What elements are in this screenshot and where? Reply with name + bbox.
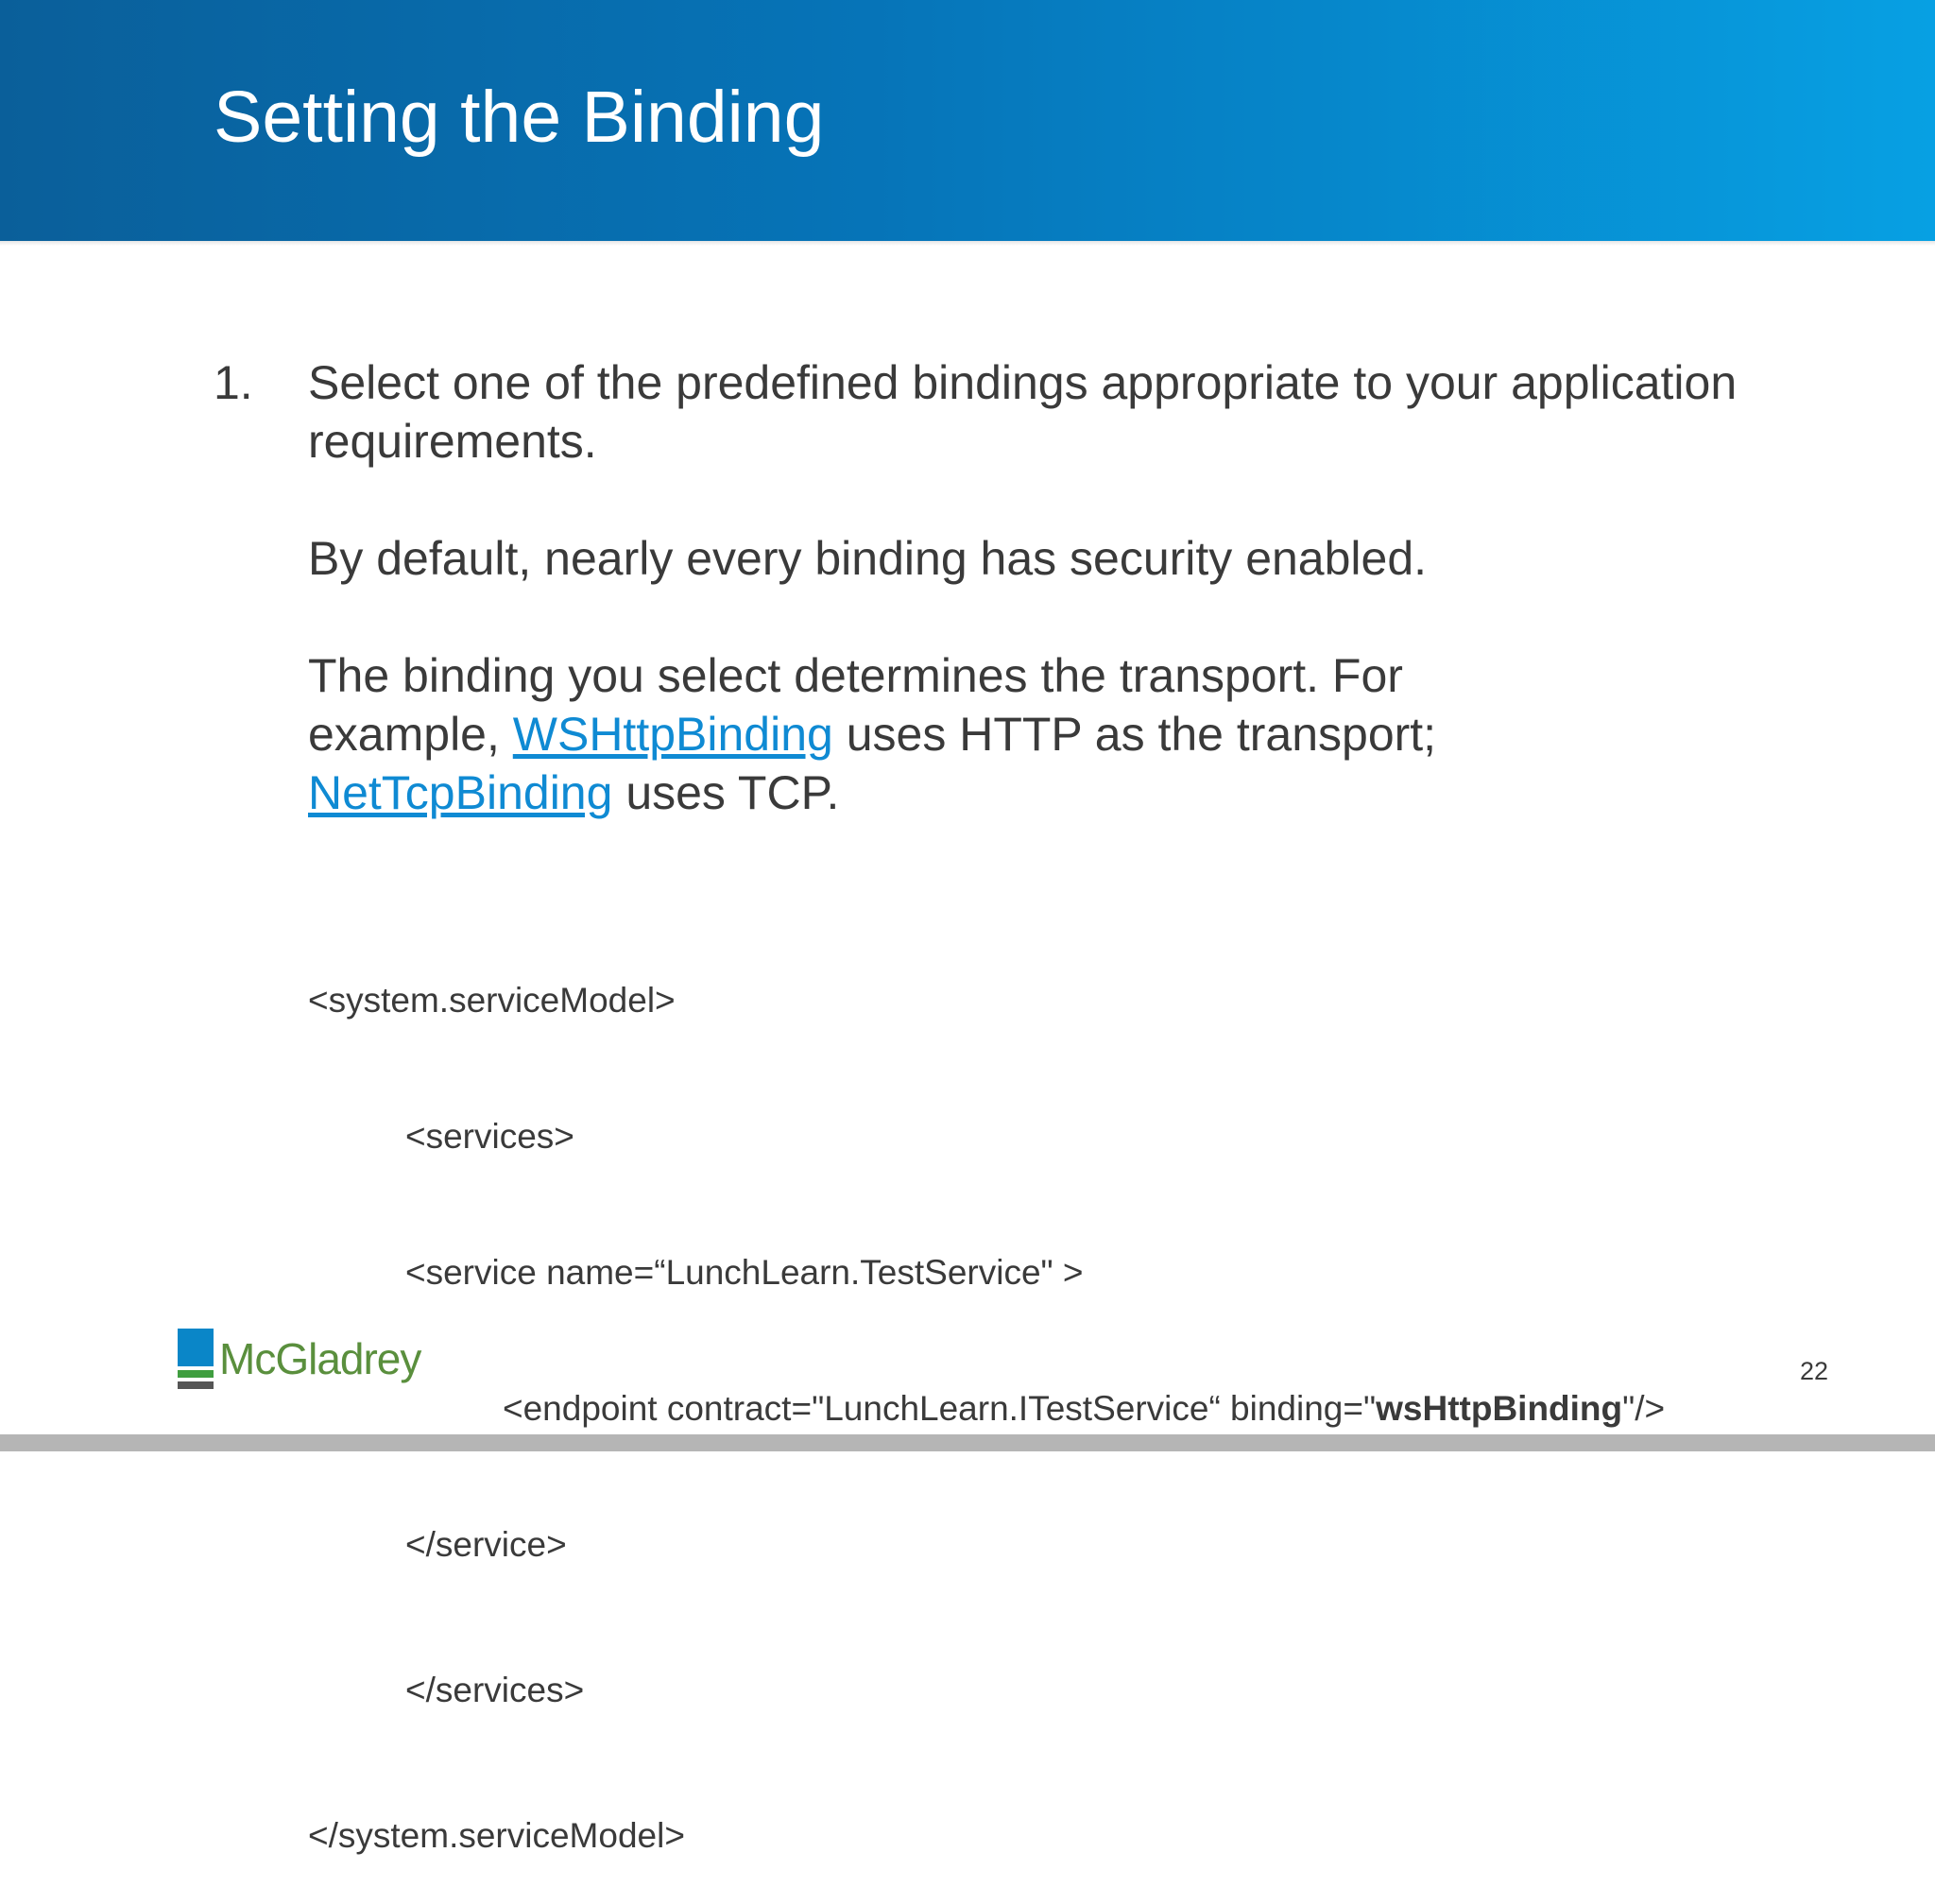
- page-number: 22: [1800, 1357, 1829, 1385]
- wshttpbinding-link[interactable]: WSHttpBinding: [512, 708, 833, 761]
- endpoint-code-text: <endpoint contract="LunchLearn.ITestService“ binding=": [503, 1389, 1377, 1428]
- transport-text-2: uses HTTP as the transport;: [832, 708, 1437, 761]
- code-line: </service>: [405, 1525, 567, 1564]
- nettcpbinding-link[interactable]: NetTcpBinding: [308, 766, 613, 819]
- endpoint-code-end: "/>: [1622, 1389, 1666, 1428]
- code-line: </services>: [405, 1671, 585, 1709]
- logo-mark-icon: [178, 1329, 214, 1389]
- binding-value-bold: wsHttpBinding: [1376, 1389, 1623, 1428]
- logo-text: McGladrey: [219, 1334, 421, 1383]
- config-code-block: [308, 887, 1914, 1904]
- code-line: <services>: [405, 1117, 574, 1156]
- company-logo: [178, 1329, 420, 1389]
- code-line: </system.serviceModel>: [308, 1816, 685, 1855]
- footer-bar: [0, 1434, 1935, 1451]
- code-line-endpoint: [308, 1386, 1914, 1432]
- slide-body: [308, 353, 1858, 822]
- paragraph-predefined-bindings: Select one of the predefined bindings appropriate to your application requirements.: [308, 356, 1738, 468]
- code-line: <system.serviceModel>: [308, 981, 676, 1020]
- transport-text-3: uses TCP.: [612, 766, 840, 819]
- slide-title: Setting the Binding: [214, 77, 825, 158]
- code-line: <service name=“LunchLearn.TestService" >: [405, 1253, 1084, 1292]
- list-number: 1.: [214, 356, 253, 409]
- banner-shadow: [0, 241, 1935, 246]
- transport-text-1: The binding you select determines the transport. For example,: [308, 649, 1403, 761]
- paragraph-security-default: By default, nearly every binding has security enabled.: [308, 532, 1428, 585]
- paragraph-transport: [308, 646, 1470, 822]
